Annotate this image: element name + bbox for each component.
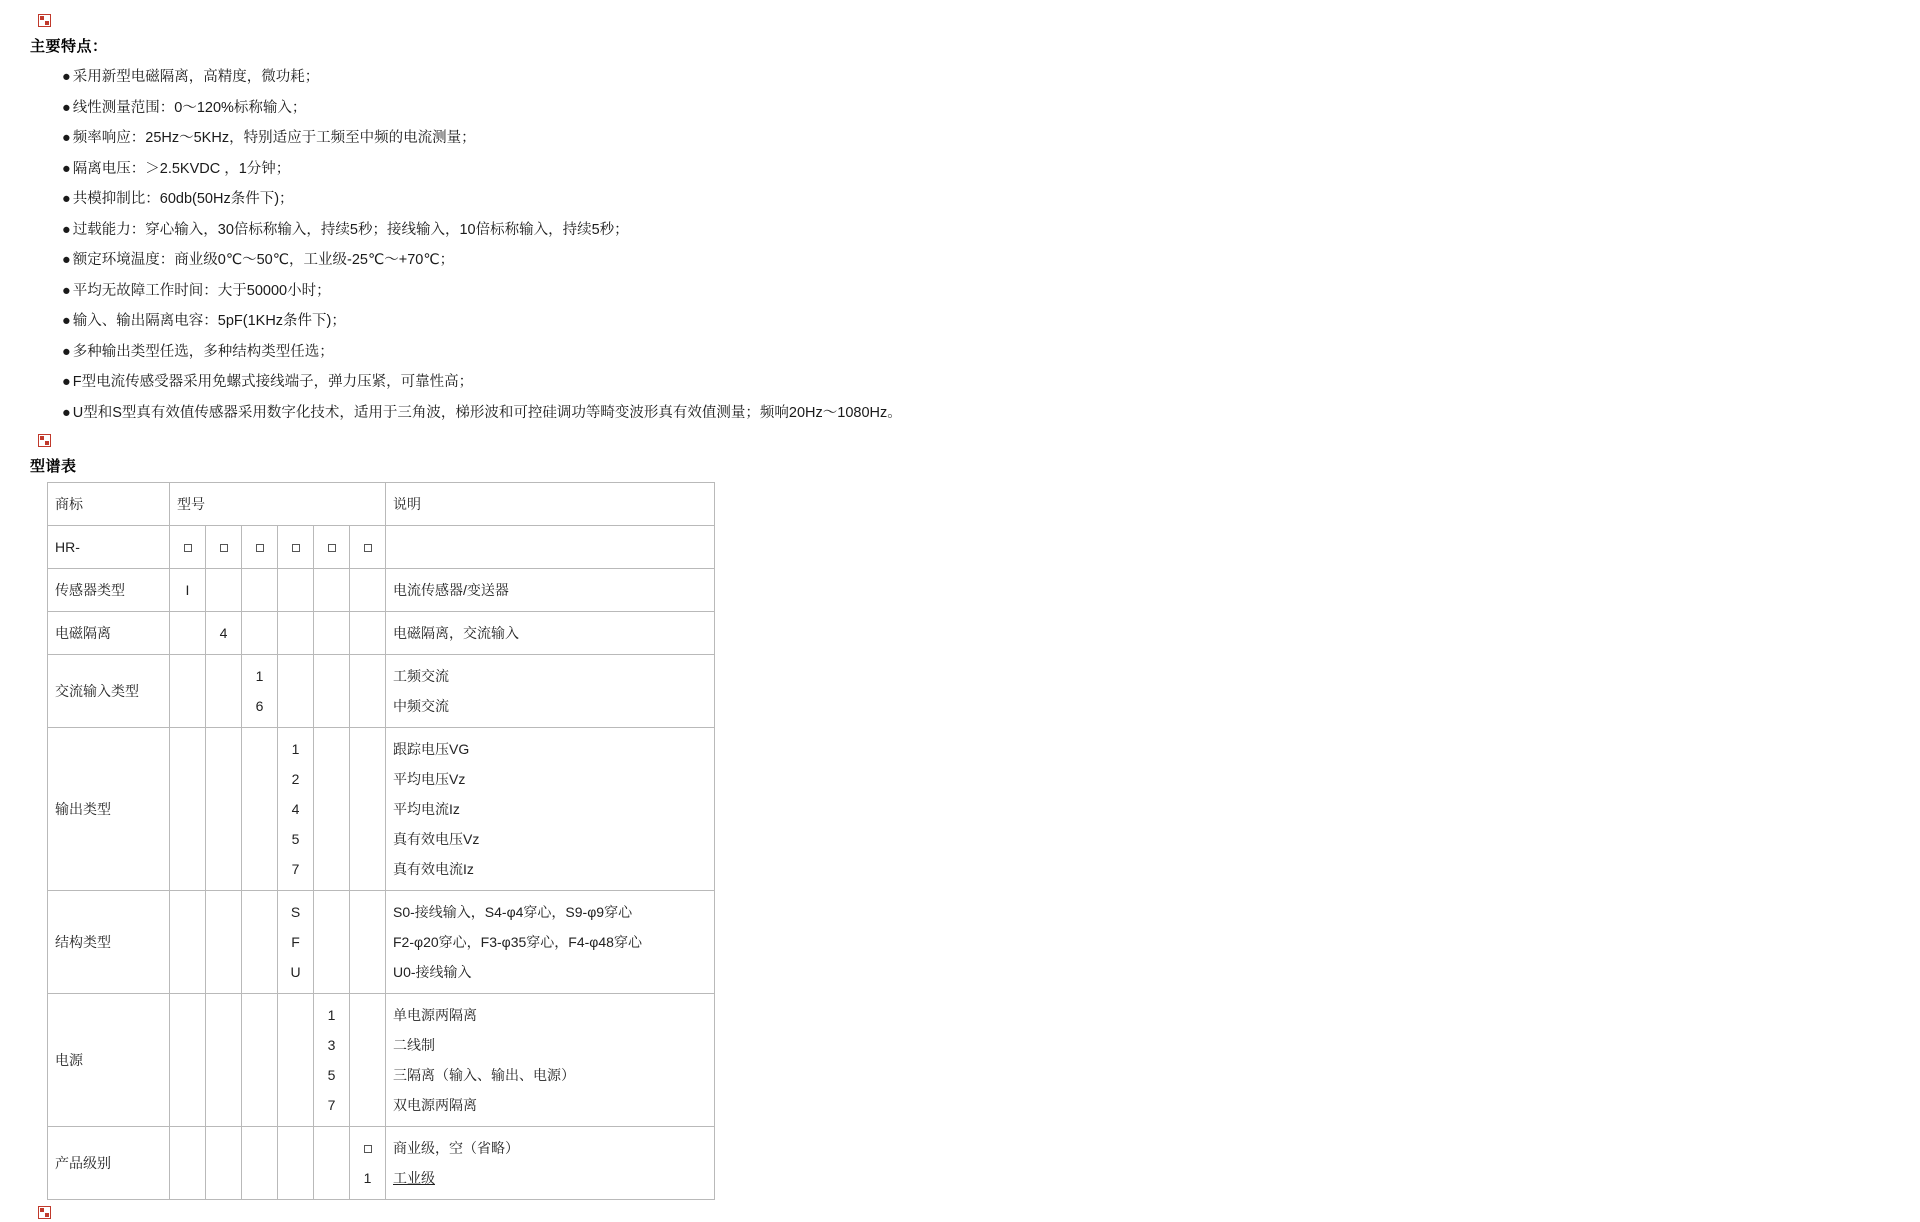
- model-spec-table: [47, 482, 715, 1200]
- feature-text: 共模抑制比：60db(50Hz条件下)；: [72, 191, 294, 207]
- header-brand: 商标: [48, 483, 170, 526]
- table-header-row: [48, 483, 715, 526]
- bullet-icon: ●: [62, 313, 71, 329]
- desc-line: 商业级，空（省略）: [393, 1140, 519, 1156]
- code-line: S: [290, 904, 301, 920]
- row-label: 产品级别: [48, 1127, 170, 1200]
- bullet-icon: ●: [62, 374, 71, 390]
- desc-line: F2-φ20穿心，F3-φ35穿心，F4-φ48穿心: [393, 934, 642, 950]
- feature-text: 额定环境温度：商业级0℃～50℃，工业级-25℃～+70℃；: [72, 252, 455, 268]
- code-cell: 4: [206, 612, 242, 655]
- desc-line: 工频交流: [393, 668, 449, 684]
- code-line: [357, 1133, 378, 1163]
- bullet-icon: ●: [62, 404, 71, 421]
- bullet-icon: ●: [62, 191, 71, 207]
- feature-text: 线性测量范围：0～120%标称输入；: [72, 99, 307, 116]
- code-line: 2: [291, 771, 300, 787]
- code-cell: [170, 1127, 206, 1200]
- desc-line: 平均电压Vz: [393, 771, 466, 787]
- code-cell: [206, 526, 242, 569]
- feature-text: 过载能力：穿心输入，30倍标称输入，持续5秒；接线输入，10倍标称输入，持续5秒；: [72, 221, 629, 238]
- code-cell: [242, 612, 278, 655]
- desc-line: 跟踪电压VG: [393, 741, 470, 757]
- header-model: 型号: [170, 483, 386, 526]
- desc-line: U0-接线输入: [393, 964, 472, 980]
- features-heading: 主要特点：: [30, 38, 108, 55]
- list-item: [0, 154, 1880, 185]
- code-cell: [314, 891, 350, 994]
- code-cell: [170, 891, 206, 994]
- bullet-icon: ●: [62, 160, 71, 177]
- code-cell: [278, 612, 314, 655]
- desc-line: 单电源两隔离: [393, 1007, 477, 1023]
- row-label: 电源: [48, 994, 170, 1127]
- bullet-icon: ●: [62, 252, 71, 268]
- bullet-icon: ●: [62, 130, 71, 146]
- list-item: [0, 306, 1880, 337]
- list-item: [0, 337, 1880, 368]
- code-cell: [206, 655, 242, 728]
- desc-cell: [386, 655, 715, 728]
- desc-cell: [386, 891, 715, 994]
- broken-image-icon: [38, 1206, 51, 1219]
- row-label: 输出类型: [48, 728, 170, 891]
- feature-text: 输入、输出隔离电容：5pF(1KHz条件下)；: [72, 313, 346, 329]
- code-line: 5: [327, 1067, 336, 1083]
- code-cell: [242, 994, 278, 1127]
- desc-line: S0-接线输入，S4-φ4穿心，S9-φ9穿心: [393, 904, 633, 920]
- desc-cell: [386, 526, 715, 569]
- code-line: 7: [327, 1097, 336, 1113]
- desc-line: 双电源两隔离: [393, 1097, 477, 1113]
- bottom-image-placeholder-row: [0, 1200, 1880, 1221]
- table-row: [48, 891, 715, 994]
- code-cell: [206, 569, 242, 612]
- code-line: 1: [255, 668, 264, 684]
- code-cell: [350, 1127, 386, 1200]
- code-cell: [350, 655, 386, 728]
- code-cell: [314, 526, 350, 569]
- code-cell: [350, 612, 386, 655]
- header-description: 说明: [386, 483, 715, 526]
- table-row: [48, 526, 715, 569]
- list-item: [0, 276, 1880, 307]
- code-line: 6: [255, 698, 264, 714]
- code-cell: [350, 728, 386, 891]
- row-label: 交流输入类型: [48, 655, 170, 728]
- desc-cell: 电磁隔离，交流输入: [386, 612, 715, 655]
- desc-line: 三隔离（输入、输出、电源）: [393, 1067, 575, 1083]
- code-cell: [314, 994, 350, 1127]
- list-item: [0, 245, 1880, 276]
- code-cell: [350, 891, 386, 994]
- list-item: [0, 123, 1880, 154]
- empty-box-icon: [328, 544, 336, 552]
- code-line: 3: [327, 1037, 336, 1053]
- table-row: [48, 1127, 715, 1200]
- desc-cell: [386, 1127, 715, 1200]
- code-cell: [206, 728, 242, 891]
- row-label: 电磁隔离: [48, 612, 170, 655]
- code-cell: [278, 728, 314, 891]
- row-label: 结构类型: [48, 891, 170, 994]
- desc-line: 工业级: [393, 1170, 435, 1186]
- features-list: [0, 62, 1880, 428]
- code-line: 1: [291, 741, 300, 757]
- list-item: [0, 367, 1880, 398]
- list-item: [0, 398, 1880, 429]
- table-row: [48, 994, 715, 1127]
- bullet-icon: ●: [62, 282, 71, 299]
- feature-text: 隔离电压：＞2.5KVDC ，1分钟；: [72, 160, 291, 177]
- code-cell: I: [170, 569, 206, 612]
- broken-image-icon: [38, 434, 51, 447]
- code-cell: [278, 1127, 314, 1200]
- desc-line: 真有效电流Iz: [393, 861, 474, 877]
- code-cell: [278, 526, 314, 569]
- model-table-title: 型谱表: [30, 458, 77, 475]
- empty-box-icon: [364, 544, 372, 552]
- empty-box-icon: [364, 1145, 372, 1153]
- code-cell: [206, 891, 242, 994]
- code-cell: [242, 569, 278, 612]
- code-cell: [350, 994, 386, 1127]
- desc-cell: [386, 994, 715, 1127]
- table-row: [48, 728, 715, 891]
- code-cell: [350, 569, 386, 612]
- code-cell: [242, 1127, 278, 1200]
- code-cell: [350, 526, 386, 569]
- top-image-placeholder-row: [0, 0, 1880, 29]
- list-item: [0, 62, 1880, 93]
- table-row: [48, 612, 715, 655]
- broken-image-icon: [38, 14, 51, 27]
- empty-box-icon: [220, 544, 228, 552]
- feature-text: 频率响应：25Hz～5KHz，特别适应于工频至中频的电流测量；: [72, 130, 476, 146]
- table-row: [48, 569, 715, 612]
- code-cell: [278, 569, 314, 612]
- code-cell: [170, 655, 206, 728]
- desc-line: 真有效电压Vz: [393, 831, 480, 847]
- empty-box-icon: [184, 544, 192, 552]
- desc-line: 中频交流: [393, 698, 449, 714]
- code-cell: [278, 994, 314, 1127]
- code-line: 5: [291, 831, 300, 847]
- code-cell: [170, 526, 206, 569]
- bullet-icon: ●: [62, 69, 71, 85]
- feature-text: 采用新型电磁隔离，高精度，微功耗；: [72, 69, 320, 85]
- code-cell: [170, 612, 206, 655]
- code-cell: [314, 655, 350, 728]
- bullet-icon: ●: [62, 99, 71, 116]
- desc-cell: 电流传感器/变送器: [386, 569, 715, 612]
- code-cell: [314, 569, 350, 612]
- code-cell: [242, 891, 278, 994]
- feature-text: U型和S型真有效值传感器采用数字化技术，适用于三角波，梯形波和可控硅调功等畸变波形真有效值测量；频响20Hz～1080Hz。: [72, 404, 902, 421]
- code-cell: [278, 655, 314, 728]
- code-cell: [170, 994, 206, 1127]
- code-cell: [170, 728, 206, 891]
- list-item: [0, 215, 1880, 246]
- code-cell: [314, 612, 350, 655]
- bullet-icon: ●: [62, 221, 71, 238]
- code-line: 1: [327, 1007, 336, 1023]
- code-cell: [206, 994, 242, 1127]
- list-item: [0, 184, 1880, 215]
- feature-text: F型电流传感受器采用免螺式接线端子，弹力压紧，可靠性高；: [72, 374, 474, 390]
- empty-box-icon: [292, 544, 300, 552]
- desc-line: 二线制: [393, 1037, 435, 1053]
- code-line: 1: [363, 1170, 372, 1186]
- feature-text: 多种输出类型任选，多种结构类型任选；: [72, 343, 334, 360]
- code-line: U: [290, 964, 301, 980]
- code-cell: [278, 891, 314, 994]
- code-line: F: [291, 934, 300, 950]
- middle-image-placeholder-row: [0, 428, 1880, 449]
- code-cell: [314, 1127, 350, 1200]
- desc-line: 平均电流Iz: [393, 801, 460, 817]
- desc-cell: [386, 728, 715, 891]
- table-row: [48, 655, 715, 728]
- feature-text: 平均无故障工作时间：大于50000小时；: [72, 282, 331, 299]
- code-cell: [242, 655, 278, 728]
- code-line: 4: [291, 801, 300, 817]
- row-label: 传感器类型: [48, 569, 170, 612]
- list-item: [0, 93, 1880, 124]
- code-cell: [242, 728, 278, 891]
- code-cell: [314, 728, 350, 891]
- empty-box-icon: [256, 544, 264, 552]
- code-cell: [242, 526, 278, 569]
- code-cell: [206, 1127, 242, 1200]
- row-label: HR-: [48, 526, 170, 569]
- bullet-icon: ●: [62, 343, 71, 360]
- code-line: 7: [291, 861, 300, 877]
